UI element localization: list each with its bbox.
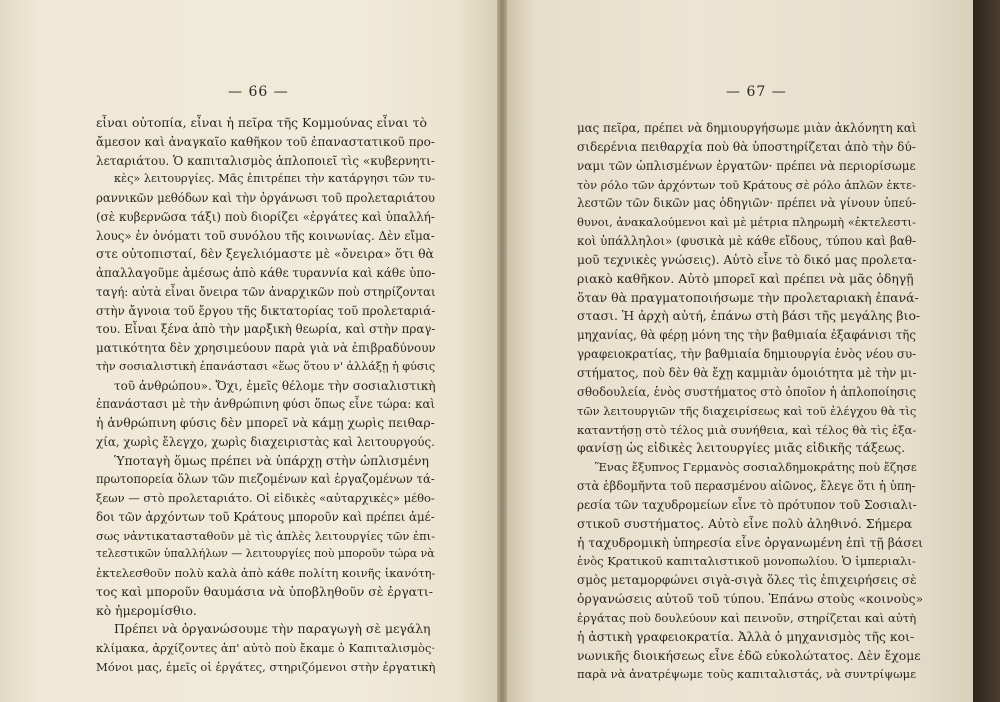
page-number-right: — 67 — (726, 84, 787, 100)
left-page-text (96, 114, 442, 677)
text-line: τελεστικῶν ὑπαλλήλων — λειτουργίες ποὺ μποροῦν τώρα νὰ (96, 547, 435, 561)
text-line: χία, χωρὶς ἔλεγχο, χωρὶς διαχειριστὰς καὶ λειτουργούς. (96, 434, 435, 449)
text-line: γραφειοκρατίας, τὴν βαθμιαία δημιουργία ἑνὸς νέου συ- (577, 347, 917, 362)
text-line: στικοῦ συστήματος. Αὐτὸ εἶνε πολὺ ἀληθινό. Σήμερα (577, 515, 913, 531)
table-surface (973, 0, 1000, 702)
text-line: θυνοι, ἀνακαλούμενοι καὶ μὲ μέτρια πληρωμὴ «ἐκτελεστι- (577, 215, 916, 230)
text-line: ἐργάτας ποὺ δουλεύουν καὶ πεινοῦν, στηρίζεται καὶ αὐτὴ (577, 610, 917, 625)
text-line: ναμι τῶν ὡπλισμένων ἐργατῶν· πρέπει νὰ περιορίσωμε (577, 158, 916, 173)
text-line: (σὲ κυβερνῶσα τάξι) ποὺ διορίζει «ἐργάτες καὶ ὑπαλλή- (96, 209, 435, 224)
text-line: μας πεῖρα, πρέπει νὰ δημιουργήσωμε μιὰν ἀκλόνητη καὶ (577, 121, 917, 135)
text-line: ἄμεσον καὶ ἀναγκαῖο καθῆκον τοῦ ἐπαναστατικοῦ προ- (96, 134, 435, 149)
text-line: λεστῶν τῶν δικῶν μας ὁδηγιῶν· πρέπει νὰ γίνουν ὑπεύ- (577, 196, 917, 211)
text-line: του. Εἶναι ξένα ἀπὸ τὴν μαρξικὴ θεωρία, καὶ στὴν πραγ- (96, 322, 436, 337)
text-line: μοῦ τεχνικὲς γνώσεις). Αὐτὸ εἶνε τὸ δικό μας προλετα- (577, 252, 917, 267)
right-page (507, 0, 973, 702)
text-line: Πρέπει νὰ ὀργανώσουμε τὴν παραγωγὴ σὲ μεγάλη (114, 621, 431, 637)
text-line: στασι. Ἡ ἀρχὴ αὐτή, ἐπάνω στὴ βάσι τῆς μεγάλης βιο- (577, 308, 921, 324)
text-line: κλίμακα, ἀρχίζοντες ἀπ' αὐτὸ ποὺ ἔκαμε ὁ Καπιταλισμὸς· (96, 641, 436, 655)
text-line: ὀργανώσεις αὐτοῦ τοῦ τύπου. Ἐπάνω στοὺς «κοινοὺς» (577, 591, 923, 607)
text-line: παρὰ νὰ ἀνατρέψωμε τοὺς καπιταλιστάς, νὰ συντρίψωμε (577, 667, 917, 682)
text-line: στε οὐτοπισταί, δὲν ξεγελιόμαστε μὲ «ὄνειρα» ὅτι θὰ (96, 246, 434, 262)
text-line: ραννικῶν μεθόδων καὶ τὴν ὀργάνωσι τοῦ προλεταριάτου (96, 191, 436, 205)
text-line: ματικότητα δὲν χρησιμεύουν παρὰ γιὰ νὰ ἐπιβραδύνουν (96, 341, 436, 355)
text-line: λεταριάτου. Ὁ καπιταλισμὸς ἁπλοποιεῖ τὶς «κυβερνητι- (96, 153, 435, 168)
text-line: σως νἀντικατασταθοῦν μὲ τὶς ἁπλὲς λειτουργίες τῶν ἐπι- (96, 528, 435, 543)
text-line: εἶναι οὐτοπία, εἶναι ἡ πεῖρα τῆς Κομμούνας εἶναι τὸ (96, 115, 427, 130)
text-line: τὴν σοσιαλιστικὴ ἐπανάστασι «ἕως ὅτου ν' ἀλλάξῃ ἡ φύσις (96, 359, 436, 373)
text-line: νωνικῆς διοικήσεως εἶνε ἐδῶ εὐκολώτατος. Δὲν ἔχομε (577, 647, 921, 663)
text-line: Ἕνας ἔξυπνος Γερμανὸς σοσιαλδημοκράτης ποὺ ἔζησε (595, 460, 917, 475)
page-number-left: — 66 — (228, 84, 289, 100)
text-line: ἀπαλλαγοῦμε ἀμέσως ἀπὸ κάθε τυραννία καὶ κάθε ὑπο- (96, 266, 436, 280)
text-line: ἐπανάστασι μὲ τὴν ἀνθρώπινη φύσι ὅπως εἶνε τώρα: καὶ (96, 397, 435, 412)
right-page-text (577, 119, 923, 684)
text-line: στὴν ἄγνοια τοῦ ἔργου τῆς δικτατορίας τοῦ προλεταριά- (96, 303, 436, 318)
text-line: σμὸς μεταμορφώνει σιγὰ-σιγὰ ὅλες τὶς ἐπιχειρήσεις σὲ (577, 573, 917, 588)
text-line: Ὑποταγὴ ὅμως πρέπει νὰ ὑπάρχῃ στὴν ὡπλισμένη (114, 452, 429, 468)
text-line: πρωτοπορεία ὅλων τῶν πιεζομένων καὶ ἐργαζομένων τά- (96, 472, 435, 487)
text-line: ὅταν θὰ πραγματοποιήσωμε τὴν προλεταριακὴ ἐπανά- (577, 289, 919, 305)
text-line: κοὶ ὑπάλληλοι» (φυσικὰ μὲ κάθε εἴδους, τύπου καὶ βαθ- (577, 234, 917, 249)
text-line: στὰ ἑβδομῆντα τοῦ περασμένου αἰῶνος, ἔλεγε ὅτι ἡ ὑπη- (577, 479, 916, 494)
text-line: ξεων — στὸ προλεταριάτο. Οἱ εἰδικὲς «αὐταρχικὲς» μέθο- (96, 491, 435, 505)
text-line: στήματος, ποὺ δὲν θὰ ἔχῃ καμμιὰν ὁμοιότητα μὲ τὴν μι- (577, 365, 917, 380)
text-line: σθοδουλεία, ἑνὸς συστήματος στὸ ὁποῖον ἡ ἁπλοποίησις (577, 384, 917, 399)
text-line: τοῦ ἀνθρώπου». Ὄχι, ἐμεῖς θέλομε τὴν σοσιαλιστικὴ (114, 378, 436, 393)
text-line: λους» ἐν ὀνόματι τοῦ συνόλου τῆς κοινωνίας. Δὲν εἴμα- (96, 228, 435, 243)
text-line: ἐκτελεσθοῦν πολὺ καλὰ ἀπὸ κάθε πολίτη κοινῆς ἱκανότη- (96, 566, 436, 580)
text-line: τῶν λειτουργιῶν τῆς διαχειρίσεως καὶ τοῦ ἐλέγχου θὰ τὶς (577, 403, 917, 418)
text-line: ἡ ταχυδρομικὴ ὑπηρεσία εἶνε ὀργανωμένη ἐπὶ τῇ βάσει (577, 534, 923, 550)
text-line: καταντήσῃ στὸ τέλος μιὰ συνήθεια, καὶ τέλος θὰ τὶς ἐξα- (577, 422, 917, 437)
text-line: σιδερένια πειθαρχία ποὺ θὰ ὑποστηρίζεται ἀπὸ τὴν δύ- (577, 139, 916, 154)
text-line: κὲς» λειτουργίες. Μᾶς ἐπιτρέπει τὴν κατάργησι τῶν τυ- (114, 172, 436, 186)
left-page (0, 0, 497, 702)
text-line: ἡ ἀστικὴ γραφειοκρατία. Ἀλλὰ ὁ μηχανισμὸς τῆς κοι- (577, 628, 915, 644)
text-line: τος καὶ μποροῦν θαυμάσια νὰ ὑποβληθοῦν σὲ ἐργατι- (96, 583, 433, 599)
text-line: Μόνοι μας, ἐμεῖς οἱ ἐργάτες, στηριζόμενοι στὴν ἐργατικὴ (96, 659, 436, 674)
text-line: ἡ ἀνθρώπινη φύσις δὲν μπορεῖ νὰ κάμῃ χωρὶς πειθαρ- (96, 415, 435, 430)
text-line: φανίσῃ ὡς εἰδικὲς λειτουργίες μιᾶς εἰδικῆς τάξεως. (577, 440, 906, 456)
text-line: ριακὸ καθῆκον. Αὐτὸ μπορεῖ καὶ πρέπει νὰ μᾶς ὁδηγῇ (577, 270, 914, 286)
text-line: ρεσία τῶν ταχυδρομείων εἶνε τὸ πρότυπον τοῦ Σοσιαλι- (577, 497, 917, 512)
text-line: τὸν ρόλο τῶν ἀρχόντων τοῦ Κράτους σὲ ρόλο ἁπλῶν ἐκτε- (577, 177, 916, 192)
text-line: ἑνὸς Κρατικοῦ καπιταλιστικοῦ μονοπωλίου. Ὁ ἰμπεριαλι- (577, 554, 916, 569)
text-line: δοι τῶν ἀρχόντων τοῦ Κράτους μποροῦν καὶ πρέπει ἀμέ- (96, 509, 435, 524)
text-line: μηχανίας, θὰ φέρῃ μόνη της τὴν βαθμιαία ἐξαφάνισι τῆς (577, 328, 916, 343)
text-line: κὸ ἡμερομίσθιο. (96, 602, 197, 618)
book-gutter (497, 0, 507, 702)
text-line: ταγή: αὐτὰ εἶναι ὄνειρα τῶν ἀναρχικῶν ποὺ στηρίζονται (96, 284, 436, 299)
